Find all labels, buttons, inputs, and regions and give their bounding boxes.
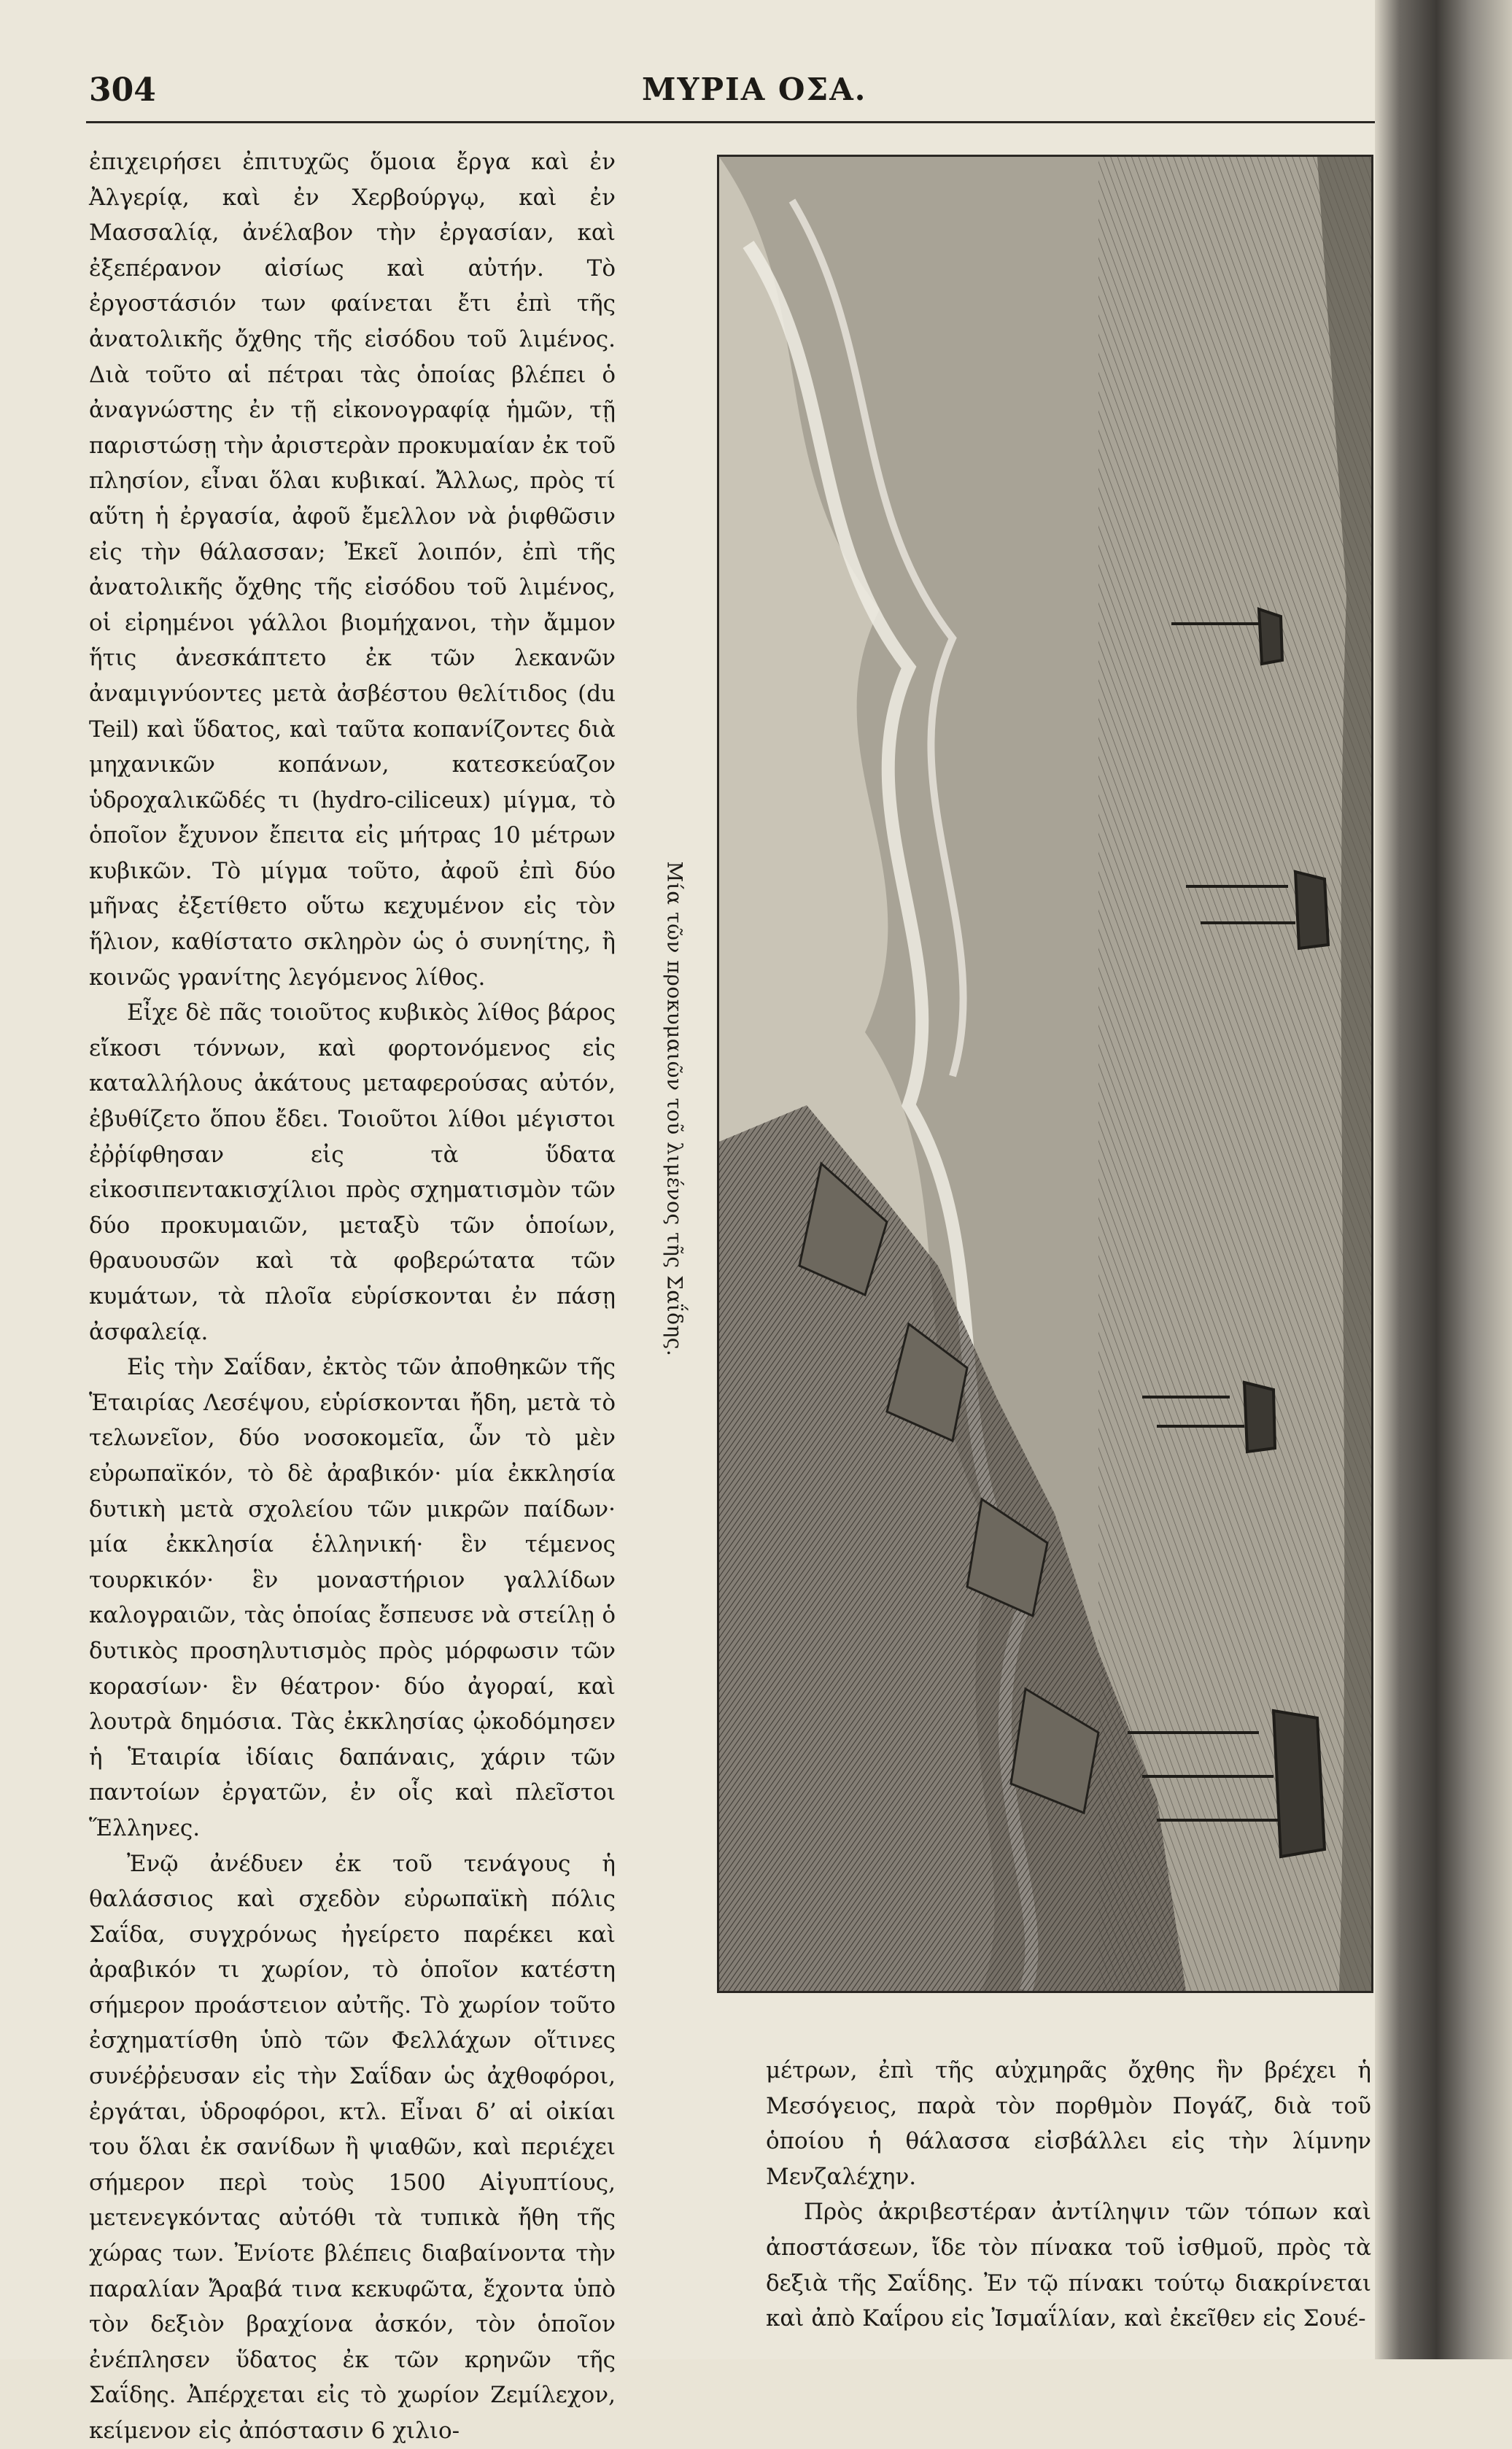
paragraph: Ἐνῷ ἀνέδυεν ἐκ τοῦ τενάγους ἡ θαλάσσιος καὶ σχεδὸν εὐρωπαϊκὴ πόλις Σαΐδα, συγχρόνως ἠγείρετο παρέκει καὶ ἀραβικόν τι χωρίον, τὸ ὁποῖον κατέστη σήμερον προάστειον αὐτῆς. Τὸ χωρίον τοῦτο ἐσχηματίσθη ὑπὸ τῶν Φελλάχων οἵτινες συνέῤῥευσαν εἰς τὴν Σαΐδαν ὡς ἀχθοφόροι, ἐργάται, ὑδροφόροι, κτλ. Εἶναι δ’ αἱ οἰκίαι του ὅλαι ἐκ σανίδων ἢ ψιαθῶν, καὶ περιέχει σήμερον περὶ τοὺς 1500 Αἰγυπτίους, μετενεγκόντας αὐτόθι τὰ τυπικὰ ἤθη τῆς χώρας των. Ἐνίοτε βλέπεις διαβαίνοντα τὴν παραλίαν Ἄραβά τινα κεκυφῶτα, ἔχοντα ὑπὸ τὸν δεξιὸν βραχίονα ἀσκόν, τὸν ὁποῖον ἐνέπλησεν ὕδατος ἐκ τῶν κρηνῶν τῆς Σαΐδης. Ἀπέρχεται εἰς τὸ χωρίον Ζεμίλεχον, κείμενον εἰς ἀπόστασιν 6 χιλιο-: [89, 1850, 616, 2444]
engraving-art: [719, 157, 1371, 1991]
book-gutter: [1375, 0, 1512, 2359]
paragraph: Πρὸς ἀκριβεστέραν ἀντίληψιν τῶν τόπων καὶ ἀποστάσεων, ἴδε τὸν πίνακα τοῦ ἰσθμοῦ, πρὸς τὰ δεξιὰ τῆς Σαΐδης. Ἐν τῷ πίνακι τούτῳ διακρίνεται καὶ ἀπὸ Καΐρου εἰς Ἰσμαΐλίαν, καὶ ἐκεῖθεν εἰς Σουέ-: [766, 2199, 1371, 2332]
page-number: 304: [89, 71, 156, 109]
paragraph: Εἶχε δὲ πᾶς τοιοῦτος κυβικὸς λίθος βάρος εἴκοσι τόννων, καὶ φορτονόμενος εἰς καταλλήλους ἀκάτους μεταφερούσας αὐτόν, ἐβυθίζετο ὅπου ἔδει. Τοιοῦτοι λίθοι μέγιστοι ἐῤῥίφθησαν εἰς τὰ ὕδατα εἰκοσιπεντακισχίλιοι πρὸς σχηματισμὸν τῶν δύο προκυμαιῶν, μεταξὺ τῶν ὁποίων, θραυουσῶν καὶ τὰ φοβερώτατα τῶν κυμάτων, τὰ πλοῖα εὑρίσκονται ἐν πάσῃ ἀσφαλείᾳ.: [89, 999, 616, 1345]
left-column: [89, 144, 616, 2449]
paragraph: μέτρων, ἐπὶ τῆς αὐχμηρᾶς ὄχθης ἣν βρέχει ἡ Μεσόγειος, παρὰ τὸν πορθμὸν Πογάζ, διὰ τοῦ ὁποίου ἡ θάλασσα εἰσβάλλει εἰς τὴν λίμνην Μενζαλέχην.: [766, 2057, 1371, 2190]
right-column: [766, 2053, 1371, 2337]
figure-caption-text: Μία τῶν προκυμαιῶν τοῦ λιμένος τῆς Σαΐδης.: [662, 861, 687, 1357]
header-rule: [86, 121, 1384, 123]
harbour-engraving: [717, 155, 1373, 1993]
figure-caption: [656, 861, 693, 1357]
paragraph: Εἰς τὴν Σαΐδαν, ἐκτὸς τῶν ἀποθηκῶν τῆς Ἑταιρίας Λεσέψου, εὑρίσκονται ἤδη, μετὰ τὸ τελωνεῖον, δύο νοσοκομεῖα, ὧν τὸ μὲν εὐρωπαϊκόν, τὸ δὲ ἀραβικόν· μία ἐκκλησία δυτικὴ μετὰ σχολείου τῶν μικρῶν παίδων· μία ἐκκλησία ἑλληνική· ἓν τέμενος τουρκικόν· ἓν μοναστήριον γαλλίδων καλογραιῶν, τὰς ὁποίας ἔσπευσε νὰ στείλῃ ὁ δυτικὸς προσηλυτισμὸς πρὸς μόρφωσιν τῶν κορασίων· ἓν θέατρον· δύο ἀγοραί, καὶ λουτρὰ δημόσια. Τὰς ἐκκλησίας ᾠκοδόμησεν ἡ Ἑταιρία ἰδίαις δαπάναις, χάριν τῶν παντοίων ἐργατῶν, ἐν οἷς καὶ πλεῖστοι Ἕλληνες.: [89, 1354, 616, 1841]
paragraph: ἐπιχειρήσει ἐπιτυχῶς ὅμοια ἔργα καὶ ἐν Ἀλγερίᾳ, καὶ ἐν Χερβούργῳ, καὶ ἐν Μασσαλίᾳ, ἀνέλαβον τὴν ἐργασίαν, καὶ ἐξεπέρανον αἰσίως καὶ αὐτήν. Τὸ ἐργοστάσιόν των φαίνεται ἔτι ἐπὶ τῆς ἀνατολικῆς ὄχθης τῆς εἰσόδου τοῦ λιμένος. Διὰ τοῦτο αἱ πέτραι τὰς ὁποίας βλέπει ὁ ἀναγνώστης ἐν τῇ εἰκονογραφίᾳ ἡμῶν, τῇ παριστώσῃ τὴν ἀριστερὰν προκυμαίαν ἐκ τοῦ πλησίον, εἶναι ὅλαι κυβικαί. Ἄλλως, πρὸς τί αὕτη ἡ ἐργασία, ἀφοῦ ἔμελλον νὰ ῥιφθῶσιν εἰς τὴν θάλασσαν; Ἐκεῖ λοιπόν, ἐπὶ τῆς ἀνατολικῆς ὄχθης τῆς εἰσόδου τοῦ λιμένος, οἱ εἰρημένοι γάλλοι βιομήχανοι, τὴν ἄμμον ἥτις ἀνεσκάπτετο ἐκ τῶν λεκανῶν ἀναμιγνύοντες μετὰ ἀσβέστου θελίτιδος (du Teil) καὶ ὕδατος, καὶ ταῦτα κοπανίζοντες διὰ μηχανικῶν κοπάνων, κατεσκεύαζον ὑδροχαλικῶδές τι (hydro-ciliceux) μίγμα, τὸ ὁποῖον ἔχυνον ἔπειτα εἰς μήτρας 10 μέτρων κυβικῶν. Τὸ μίγμα τοῦτο, ἀφοῦ ἐπὶ δύο μῆνας ἐξετίθετο οὕτω κεχυμένον εἰς τὸν ἥλιον, καθίστατο σκληρὸν ὡς ὁ συνηίτης, ἢ κοινῶς γρανίτης λεγόμενος λίθος.: [89, 149, 616, 991]
running-head: ΜΥΡΙΑ ΟΣΑ.: [642, 71, 867, 107]
